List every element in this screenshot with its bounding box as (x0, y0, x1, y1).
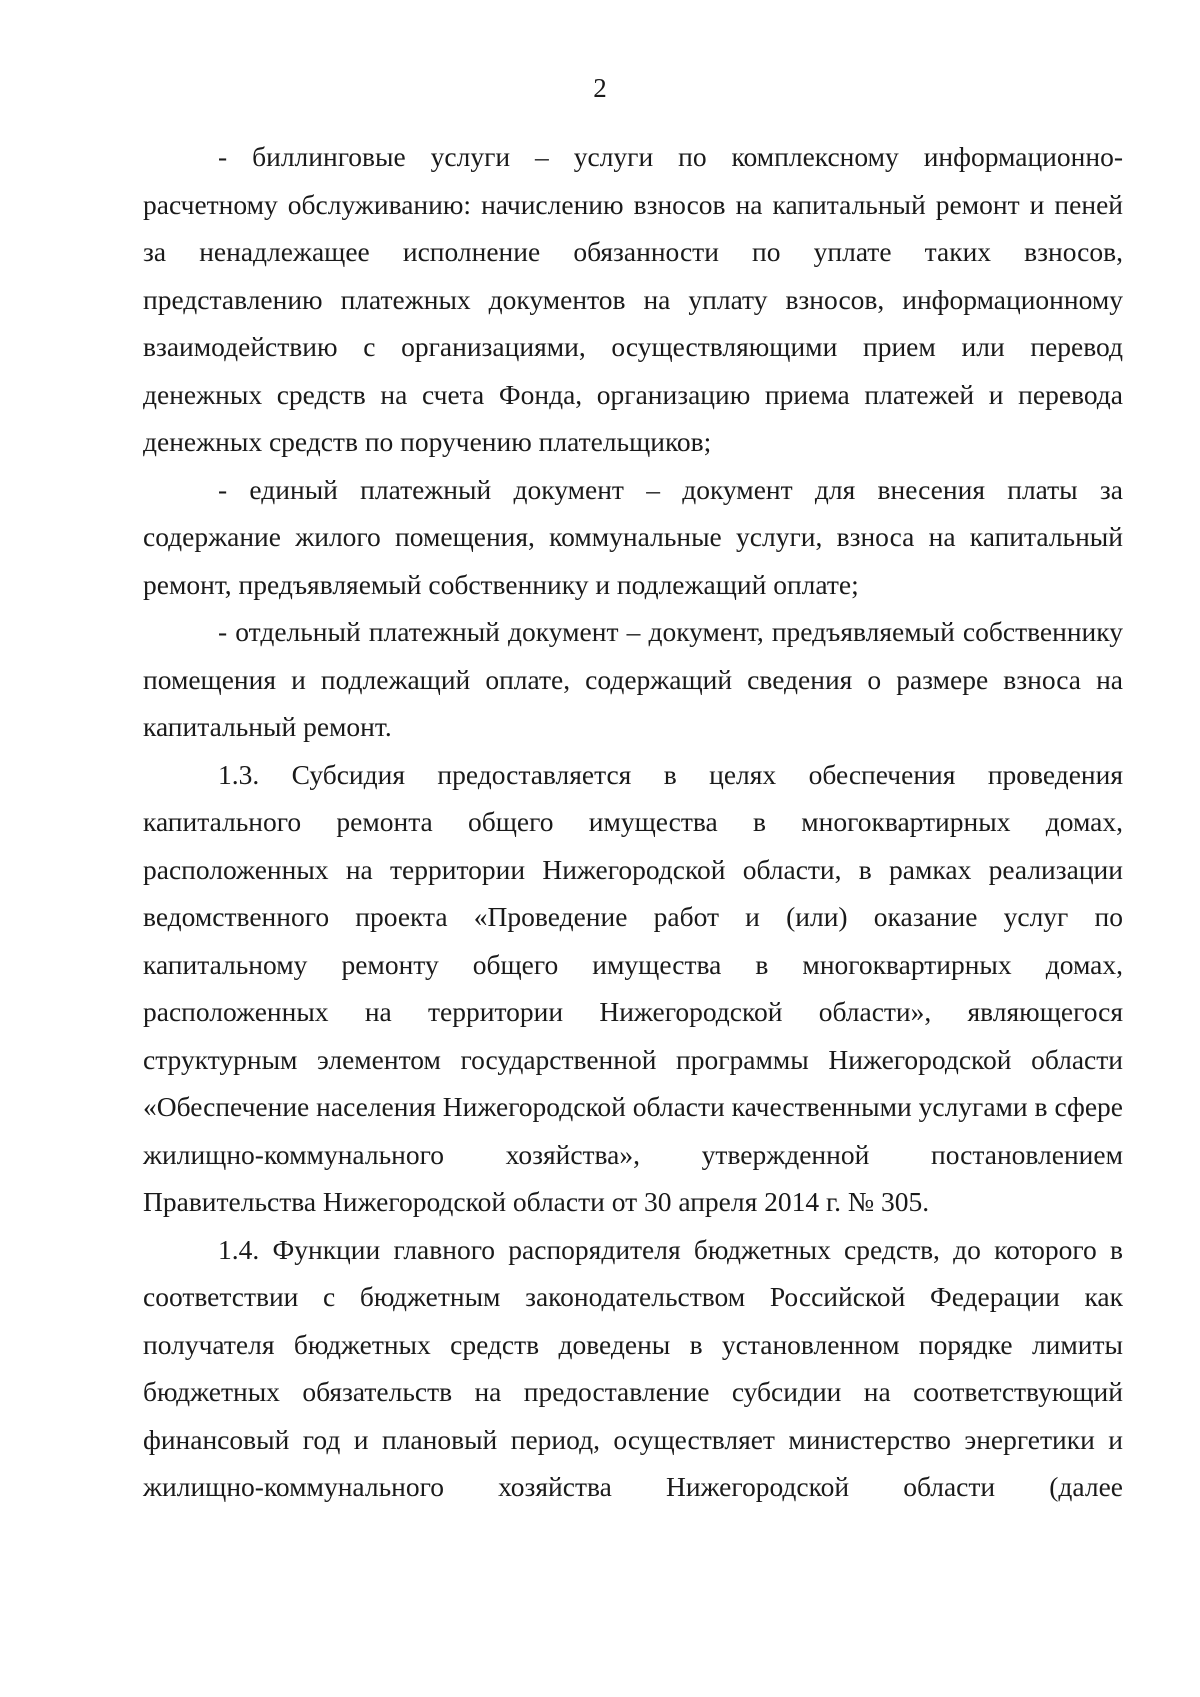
paragraph-1-3-subsidy-purpose: 1.3. Субсидия предоставляется в целях обеспечения проведения капитального ремонта общего имущества в многоквартирных домах, расположенных на территории Нижегородской области, в рамках реализации ведомственного проекта «Проведение работ и (или) оказание услуг по капитальному ремонту общего имущества в многоквартирных домах, расположенных на территории Нижегородской области», являющегося структурным элементом государственной программы Нижегородской области «Обеспечение населения Нижегородской области качественными услугами в сфере жилищно-коммунального хозяйства», утвержденной постановлением Правительства Нижегородской области от 30 апреля 2014 г. № 305. (143, 758, 1123, 1217)
paragraph-1-4-budget-functions: 1.4. Функции главного распорядителя бюджетных средств, до которого в соответствии с бюджетным законодательством Российской Федерации как получателя бюджетных средств доведены в установленном порядке лимиты бюджетных обязательств на предоставление субсидии на соответствующий финансовый год и плановый период, осуществляет министерство энергетики и жилищно-коммунального хозяйства Нижегородской области (далее (143, 1233, 1123, 1502)
page-number: 2 (593, 73, 607, 103)
paragraph-billing-services: - биллинговые услуги – услуги по комплексному информационно-расчетному обслуживанию: начислению взносов на капитальный ремонт и пеней за ненадлежащее исполнение обязанности по уплате таких взносов, представлению платежных документов на уплату взносов, информационному взаимодействию с организациями, осуществляющими прием или перевод денежных средств на счета Фонда, организацию приема платежей и перевода денежных средств по поручению плательщиков; (143, 141, 1123, 457)
paragraph-single-payment-document: - единый платежный документ – документ для внесения платы за содержание жилого помещения, коммунальные услуги, взноса на капитальный ремонт, предъявляемый собственнику и подлежащий оплате; (143, 473, 1123, 600)
paragraph-separate-payment-document: - отдельный платежный документ – документ, предъявляемый собственнику помещения и подлежащий оплате, содержащий сведения о размере взноса на капитальный ремонт. (143, 616, 1123, 742)
document-body (143, 133, 1123, 1511)
